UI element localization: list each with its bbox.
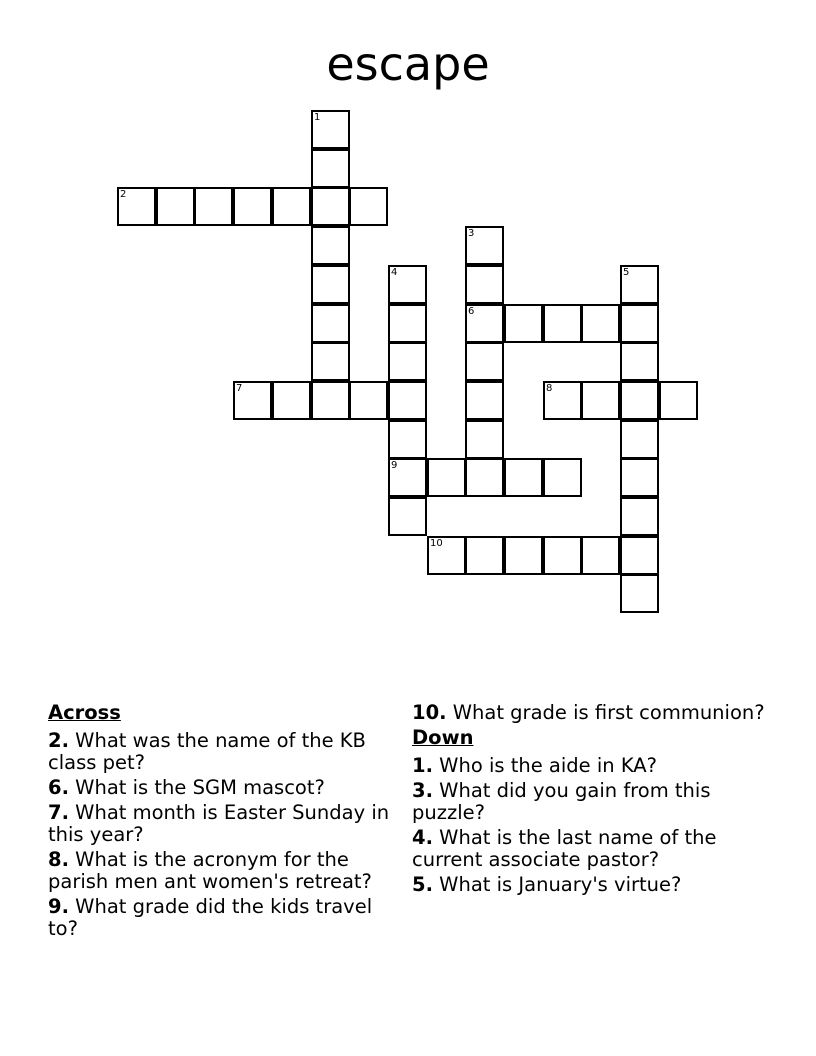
grid-cell[interactable]	[388, 420, 427, 459]
grid-cell[interactable]	[620, 265, 659, 304]
grid-cell[interactable]	[311, 381, 350, 420]
grid-cell[interactable]	[388, 342, 427, 381]
grid-cell[interactable]	[543, 304, 582, 343]
grid-cell[interactable]	[388, 381, 427, 420]
clue-text: What grade did the kids travel to?	[48, 895, 373, 940]
cell-number: 6	[468, 306, 475, 317]
grid-cell[interactable]	[465, 342, 504, 381]
clue-number: 7.	[48, 801, 69, 824]
clue-down-1	[412, 755, 788, 777]
grid-cell[interactable]	[311, 149, 350, 188]
grid-cell[interactable]	[272, 187, 311, 226]
grid-cell[interactable]	[233, 187, 272, 226]
grid-cell[interactable]	[620, 458, 659, 497]
clue-text: What is January's virtue?	[432, 873, 682, 896]
clue-number: 2.	[48, 729, 69, 752]
grid-cell[interactable]	[427, 458, 466, 497]
clue-text: What was the name of the KB class pet?	[48, 729, 366, 774]
grid-cell[interactable]	[465, 458, 504, 497]
clue-down-3	[412, 780, 788, 824]
cell-number: 4	[391, 267, 398, 278]
clues-column-left	[48, 702, 398, 943]
grid-cell[interactable]	[465, 265, 504, 304]
cell-number: 9	[391, 460, 398, 471]
clue-text: What is the SGM mascot?	[68, 776, 325, 799]
grid-cell[interactable]	[659, 381, 698, 420]
grid-cell[interactable]	[388, 497, 427, 536]
grid-cell[interactable]	[388, 458, 427, 497]
grid-cell[interactable]	[156, 187, 195, 226]
clue-across-7	[48, 802, 398, 846]
across-heading: Across	[48, 701, 121, 724]
cell-number: 1	[314, 112, 321, 123]
clue-across-10	[412, 702, 788, 724]
clue-across-6	[48, 777, 398, 799]
clue-number: 5.	[412, 873, 433, 896]
grid-cell[interactable]	[388, 304, 427, 343]
grid-cell[interactable]	[194, 187, 233, 226]
grid-cell[interactable]	[504, 536, 543, 575]
grid-cell[interactable]	[504, 304, 543, 343]
grid-cell[interactable]	[581, 381, 620, 420]
cell-number: 7	[236, 383, 243, 394]
grid-cell[interactable]	[272, 381, 311, 420]
grid-cell[interactable]	[620, 574, 659, 613]
clue-number: 1.	[412, 754, 433, 777]
clue-number: 9.	[48, 895, 69, 918]
clue-text: What is the last name of the current associate pastor?	[412, 826, 717, 871]
grid-cell[interactable]	[117, 187, 156, 226]
clue-across-9	[48, 896, 398, 940]
clue-down-4	[412, 827, 788, 871]
cell-number: 3	[468, 228, 475, 239]
grid-cell[interactable]	[349, 381, 388, 420]
clue-number: 4.	[412, 826, 433, 849]
cell-number: 5	[623, 267, 630, 278]
cell-number: 2	[120, 189, 127, 200]
cell-number: 10	[430, 538, 443, 549]
grid-cell[interactable]	[620, 342, 659, 381]
puzzle-title: escape	[326, 37, 490, 91]
clue-text: What month is Easter Sunday in this year?	[48, 801, 390, 846]
grid-cell[interactable]	[388, 265, 427, 304]
grid-cell[interactable]	[620, 381, 659, 420]
grid-cell[interactable]	[311, 110, 350, 149]
grid-cell[interactable]	[311, 304, 350, 343]
grid-cell[interactable]	[233, 381, 272, 420]
clue-number: 8.	[48, 848, 69, 871]
clue-text: What is the acronym for the parish men ant women's retreat?	[48, 848, 372, 893]
grid-cell[interactable]	[620, 420, 659, 459]
grid-cell[interactable]	[620, 497, 659, 536]
clue-text: What did you gain from this puzzle?	[412, 779, 711, 824]
grid-cell[interactable]	[620, 536, 659, 575]
clue-text: What grade is first communion?	[446, 701, 765, 724]
grid-cell[interactable]	[349, 187, 388, 226]
grid-cell[interactable]	[427, 536, 466, 575]
clues-column-right	[412, 702, 788, 899]
grid-cell[interactable]	[311, 342, 350, 381]
clue-down-5	[412, 874, 788, 896]
grid-cell[interactable]	[504, 458, 543, 497]
grid-cell[interactable]	[465, 226, 504, 265]
grid-cell[interactable]	[543, 458, 582, 497]
grid-cell[interactable]	[465, 536, 504, 575]
grid-cell[interactable]	[620, 304, 659, 343]
down-heading: Down	[412, 726, 474, 749]
clue-text: Who is the aide in KA?	[432, 754, 657, 777]
grid-cell[interactable]	[465, 420, 504, 459]
clue-number: 10.	[412, 701, 447, 724]
clue-across-2	[48, 730, 398, 774]
grid-cell[interactable]	[311, 226, 350, 265]
clue-across-8	[48, 849, 398, 893]
grid-cell[interactable]	[311, 265, 350, 304]
grid-cell[interactable]	[581, 304, 620, 343]
cell-number: 8	[546, 383, 553, 394]
clue-number: 6.	[48, 776, 69, 799]
grid-cell[interactable]	[543, 381, 582, 420]
grid-cell[interactable]	[311, 187, 350, 226]
grid-cell[interactable]	[543, 536, 582, 575]
grid-cell[interactable]	[465, 381, 504, 420]
grid-cell[interactable]	[581, 536, 620, 575]
grid-cell[interactable]	[465, 304, 504, 343]
clue-number: 3.	[412, 779, 433, 802]
